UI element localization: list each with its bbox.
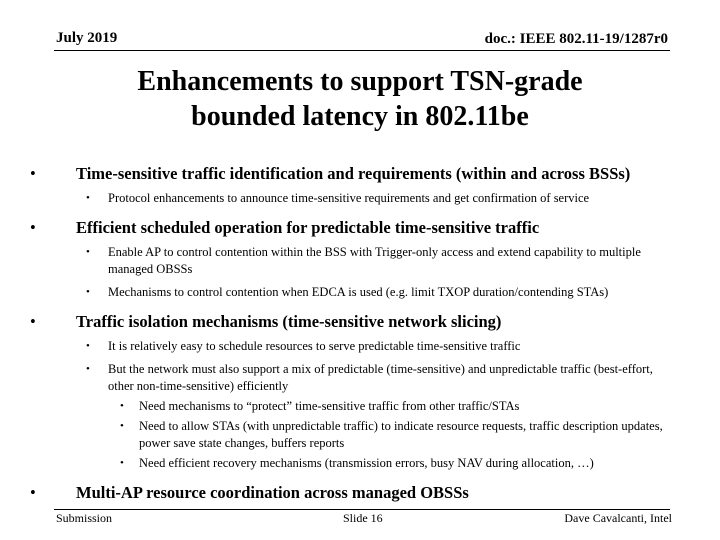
- bullet-3-sub-1-text: It is relatively easy to schedule resources to serve predictable time-sensitive traffic: [108, 339, 521, 353]
- bullet-4-text: Multi-AP resource coordination across managed OBSSs: [76, 483, 469, 502]
- footer-submission: Submission: [56, 511, 113, 525]
- footer-divider: [54, 509, 670, 510]
- slide-title-line-1: Enhancements to support TSN-grade: [137, 66, 583, 97]
- bullet-3-sub-2-item-2: [30, 418, 680, 452]
- footer-slide-number: Slide 16: [343, 511, 383, 525]
- bullet-3-sub-2-item-1: [30, 398, 680, 415]
- bullet-2-sub-1-text: Enable AP to control contention within the BSS with Trigger-only access and extend capability to multiple managed OBSSs: [108, 245, 641, 276]
- bullet-dot: •: [30, 312, 36, 331]
- bullet-dot: •: [86, 286, 90, 298]
- bullet-dot: •: [86, 192, 90, 204]
- bullet-4: [30, 483, 680, 503]
- bullet-dot: •: [86, 340, 90, 352]
- bullet-3-sub-2: [30, 361, 680, 395]
- bullet-2-sub-2: [30, 284, 680, 301]
- bullet-3: [30, 312, 680, 332]
- bullet-3-sub-1: [30, 338, 680, 355]
- header-doc-id: doc.: IEEE 802.11-19/1287r0: [484, 31, 668, 47]
- bullet-3-sub-2-item-3-text: Need efficient recovery mechanisms (transmission errors, busy NAV during allocation, …): [139, 456, 594, 470]
- bullet-3-sub-2-text: But the network must also support a mix of predictable (time-sensitive) and unpredictable traffic (best-effort, other non-time-sensitive) efficiently: [108, 362, 653, 393]
- slide-content: [30, 164, 680, 503]
- header-date: July 2019: [56, 30, 118, 46]
- footer-author: Dave Cavalcanti, Intel: [564, 511, 672, 525]
- bullet-dot: •: [30, 218, 36, 237]
- bullet-2-sub-2-text: Mechanisms to control contention when EDCA is used (e.g. limit TXOP duration/contending STAs): [108, 285, 609, 299]
- bullet-3-sub-2-item-3: [30, 455, 680, 472]
- slide-title-line-2: bounded latency in 802.11be: [191, 101, 529, 132]
- bullet-3-sub-2-item-2-text: Need to allow STAs (with unpredictable traffic) to indicate resource requests, traffic description updates, power save state changes, buffers reports: [139, 419, 663, 450]
- bullet-2-sub-1: [30, 244, 680, 278]
- slide-title: [40, 64, 680, 134]
- bullet-3-sub-2-item-1-text: Need mechanisms to “protect” time-sensitive traffic from other traffic/STAs: [139, 399, 520, 413]
- bullet-2: [30, 218, 680, 238]
- bullet-dot: •: [30, 483, 36, 502]
- bullet-dot: •: [120, 420, 124, 432]
- bullet-3-text: Traffic isolation mechanisms (time-sensitive network slicing): [76, 312, 502, 331]
- bullet-dot: •: [120, 457, 124, 469]
- bullet-dot: •: [30, 164, 36, 183]
- bullet-dot: •: [86, 246, 90, 258]
- bullet-1-text: Time-sensitive traffic identification and requirements (within and across BSSs): [76, 164, 631, 183]
- bullet-dot: •: [86, 363, 90, 375]
- bullet-1: [30, 164, 680, 184]
- bullet-dot: •: [120, 400, 124, 412]
- bullet-2-text: Efficient scheduled operation for predictable time-sensitive traffic: [76, 218, 540, 237]
- bullet-1-sub-1: [30, 190, 680, 207]
- bullet-1-sub-1-text: Protocol enhancements to announce time-sensitive requirements and get confirmation of service: [108, 191, 590, 205]
- header-divider: [54, 50, 670, 51]
